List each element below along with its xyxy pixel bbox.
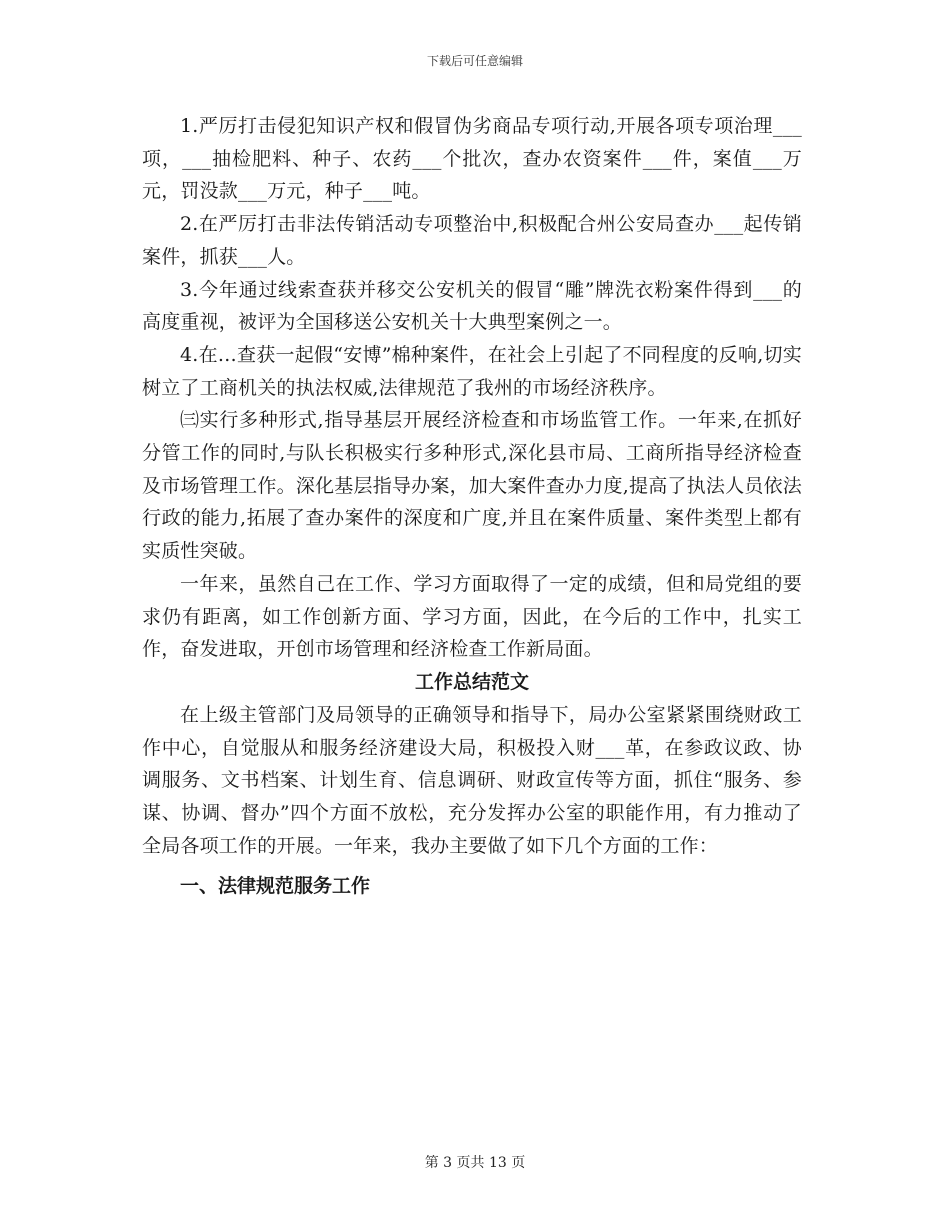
paragraph-summary: 一年来，虽然自己在工作、学习方面取得了一定的成绩，但和局党组的要求仍有距离，如工作创新方面、学习方面，因此，在今后的工作中，扎实工作，奋发进取，开创市场管理和经济检查工作新局面。 [142,572,802,661]
paragraph-item-2: 2.在严厉打击非法传销活动专项整治中,积极配合州公安局查办___起传销案件，抓获___人。 [142,213,802,268]
page-header: 下载后可任意编辑 [426,54,523,68]
page-footer: 第 3 页共 13 页 [424,1155,526,1171]
paragraph-intro: 在上级主管部门及局领导的正确领导和指导下，局办公室紧紧围绕财政工作中心，自觉服从和服务经济建设大局，积极投入财___革，在参政议政、协调服务、文书档案、计划生育、信息调研、财政宣传等方面，抓住“服务、参谋、协调、督办”四个方面不放松，充分发挥办公室的职能作用，有力推动了全局各项工作的开展。一年来，我办主要做了如下几个方面的工作： [142,703,802,857]
document-body [142,110,802,906]
paragraph-item-1: 1.严厉打击侵犯知识产权和假冒伪劣商品专项行动,开展各项专项治理___项，___抽检肥料、种子、农药___个批次，查办农资案件___件，案值___万元，罚没款___万元，种子___吨。 [142,115,802,203]
section-heading: 一、法律规范服务工作 [180,875,371,898]
paragraph-item-3: 3.今年通过线索查获并移交公安机关的假冒“雕”牌洗衣粉案件得到___的高度重视，被评为全国移送公安机关十大典型案例之一。 [142,278,802,334]
paragraph-section-3: ㈢实行多种形式,指导基层开展经济检查和市场监管工作。一年来,在抓好分管工作的同时,与队长积极实行多种形式,深化县市局、工商所指导经济检查及市场管理工作。深化基层指导办案，加大案件查办力度,提高了执法人员依法行政的能力,拓展了查办案件的深度和广度,并且在案件质量、案件类型上都有实质性突破。 [142,409,802,563]
paragraph-item-4: 4.在…查获一起假“安博”棉种案件，在社会上引起了不同程度的反响,切实树立了工商机关的执法权威,法律规范了我州的市场经济秩序。 [142,343,802,399]
document-title: 工作总结范文 [414,670,529,693]
